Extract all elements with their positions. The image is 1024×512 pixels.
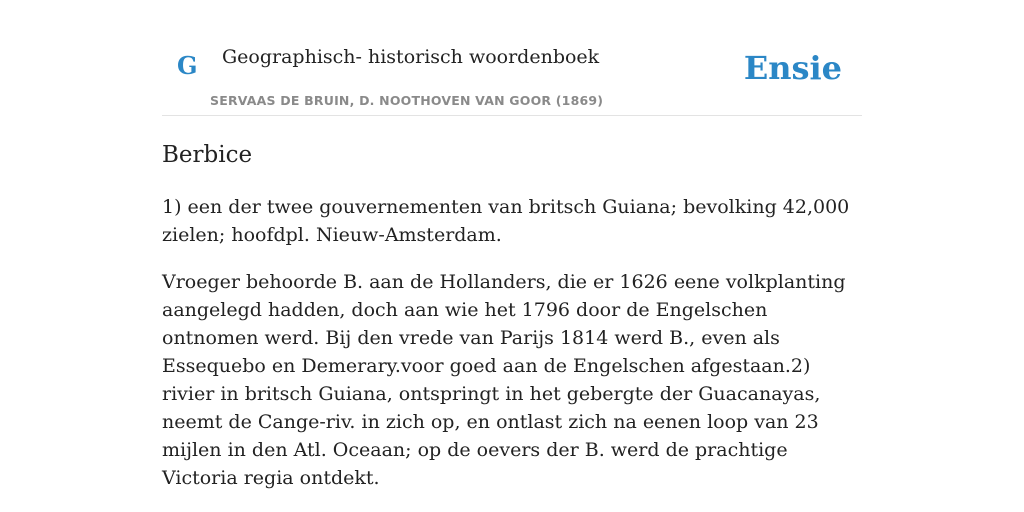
ensie-logo-link[interactable]: Ensie xyxy=(743,49,842,87)
book-title-link[interactable]: Geographisch- historisch woordenboek xyxy=(222,46,600,68)
book-authors: SERVAAS DE BRUIN, D. NOOTHOVEN VAN GOOR (1869) xyxy=(210,93,604,108)
page xyxy=(162,0,862,492)
entry-title: Berbice xyxy=(162,142,253,168)
entry-paragraph-1: 1) een der twee gouvernementen van britsch Guiana; bevolking 42,000 zielen; hoofdpl. Nieuw-Amsterdam. xyxy=(162,195,850,246)
header xyxy=(162,0,862,116)
book-icon[interactable]: G xyxy=(177,51,198,80)
entry-paragraph-2: Vroeger behoorde B. aan de Hollanders, die er 1626 eene volkplanting aangelegd hadden, doch aan wie het 1796 door de Engelschen ontnomen werd. Bij den vrede van Parijs 1814 werd B., even als Essequebo en Demerary.voor goed aan de Engelschen afgestaan.2) rivier in britsch Guiana, ontspringt in het gebergte der Guacanayas, neemt de Cange-riv. in zich op, en ontlast zich na eenen loop van 23 mijlen in den Atl. Oceaan; op de oevers der B. werd de prachtige Victoria regia ontdekt. xyxy=(162,270,846,489)
